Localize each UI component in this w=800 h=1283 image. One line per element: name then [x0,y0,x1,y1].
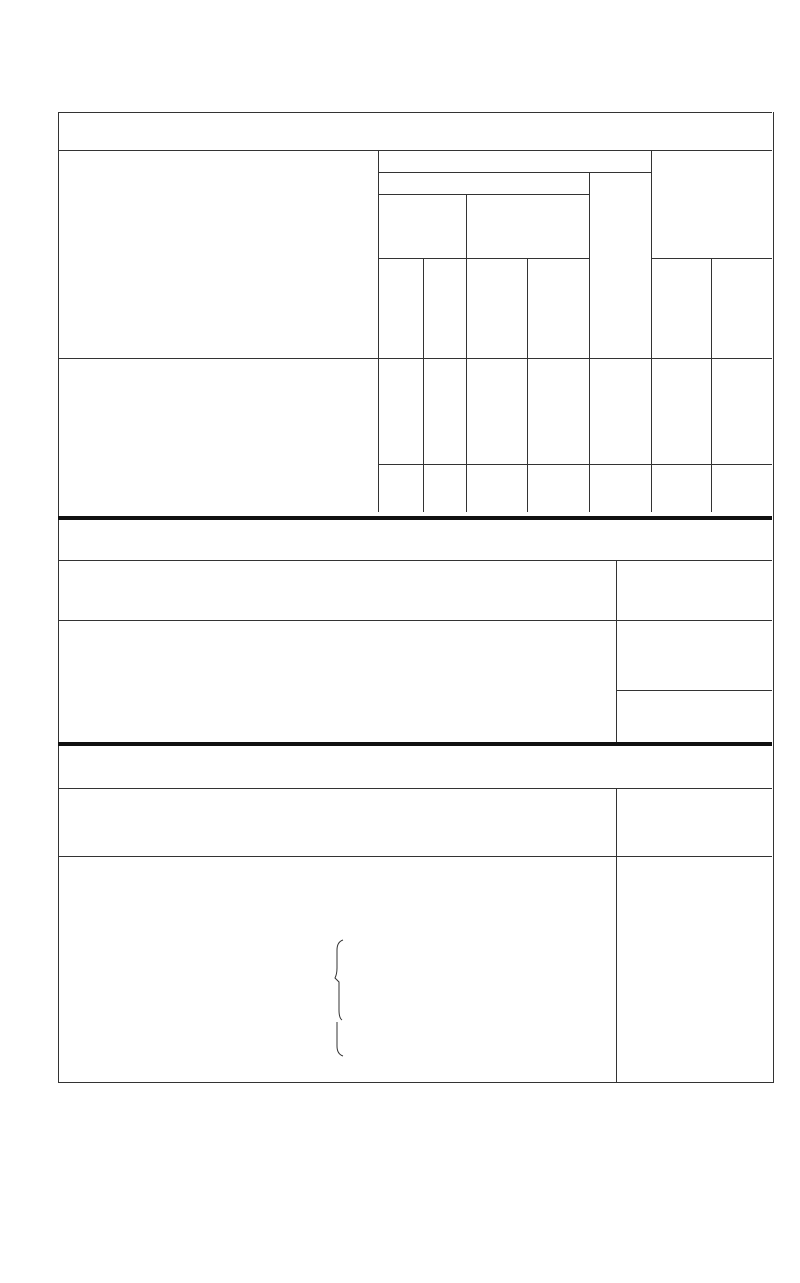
section3-end-rule [58,516,772,520]
section5-title-rule [58,788,772,789]
bracket-brace [333,938,347,1058]
section3-title-rule [58,150,772,151]
section4-subtotal-rule [616,690,772,691]
header-bottom-rule [58,358,772,359]
total-rule-right [651,464,772,465]
outworkers-rule [378,172,651,173]
col-lists-once-divider [527,258,528,512]
lists-received-rule [378,194,589,195]
header-notices-served [599,203,641,363]
col-workmen-divider [589,172,590,512]
section4-title-rule [58,560,772,561]
col-lists-twice-divider [423,258,424,512]
section4-end-rule [58,742,772,746]
col-notices-divider [651,150,652,512]
section5-header-rule [58,856,772,857]
frame-top-line [58,112,772,113]
total-rule-mid [378,464,651,465]
section5-column-divider [616,788,617,1082]
sending-rule [378,258,589,259]
section4-column-divider [616,560,617,742]
section4-header-rule [58,620,772,621]
unwholesome-rule [651,258,772,259]
col-nature-divider [378,150,379,512]
notified-by-inspector [347,937,421,955]
col-instances-divider [711,258,712,512]
